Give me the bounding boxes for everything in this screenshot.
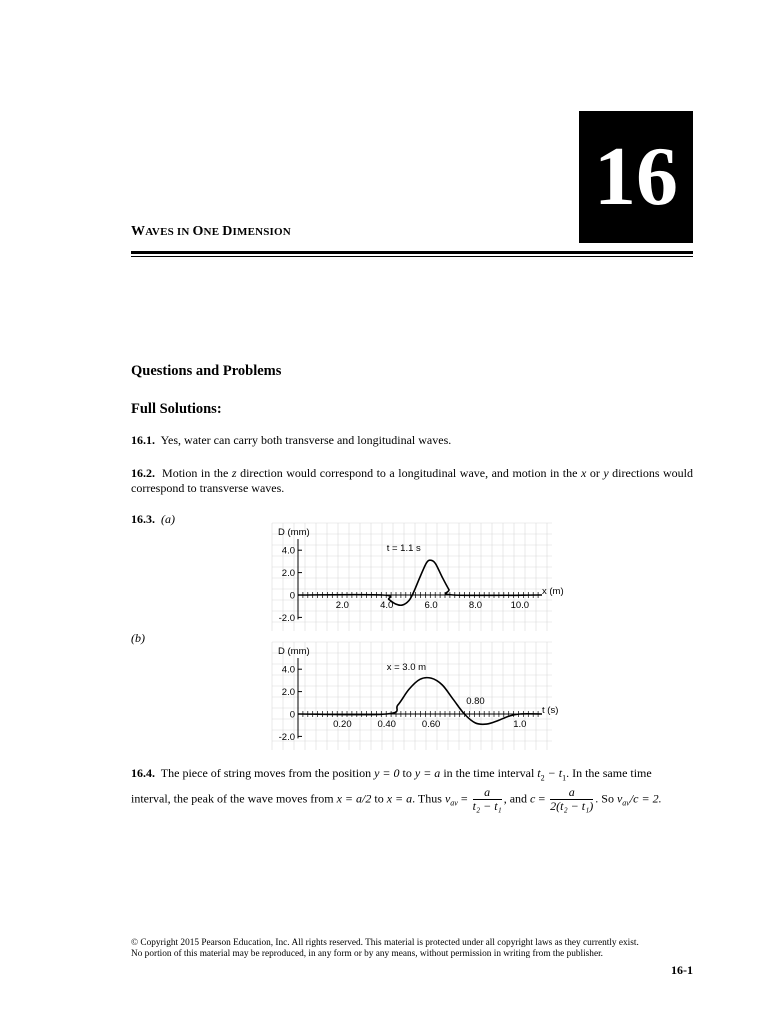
- y-tick-label: 4.0: [281, 545, 295, 557]
- x-axis-label: x (m): [542, 586, 564, 597]
- text-part: =: [457, 791, 471, 806]
- title-rule-thin: [131, 256, 693, 257]
- part-a-label: (a): [161, 512, 175, 526]
- y-tick-label: 2.0: [281, 568, 295, 580]
- plot-a: [272, 523, 564, 636]
- problem-16-3-label: [131, 512, 175, 527]
- y-axis-label: D (mm): [278, 527, 310, 538]
- x-tick-label: 10.0: [510, 600, 530, 611]
- y-tick-label: 2.0: [281, 687, 295, 699]
- subscript: 2: [540, 773, 545, 783]
- var-v: v: [616, 791, 623, 806]
- x-tick-label: 0.20: [333, 719, 352, 730]
- problem-16-1: [131, 433, 693, 448]
- fraction-vav: [473, 786, 502, 813]
- text-part: or: [586, 466, 604, 480]
- x-axis-label: t (s): [542, 705, 559, 716]
- grid: [272, 523, 552, 631]
- text-part: Motion in the: [162, 466, 232, 480]
- problem-text: Yes, water can carry both transverse and longitudinal waves.: [160, 433, 452, 447]
- problem-16-4-line-1: [131, 766, 693, 782]
- x-tick-label: 6.0: [424, 600, 438, 611]
- copyright-footer: [131, 938, 693, 960]
- text-part: =: [535, 791, 549, 806]
- problem-number: 16.1.: [131, 433, 155, 447]
- subscript: av: [450, 798, 458, 808]
- problem-number: 16.4.: [131, 766, 155, 780]
- x-tick-label: 0.40: [377, 719, 396, 730]
- subsection-heading: Full Solutions:: [131, 401, 222, 417]
- y-tick-label: -2.0: [278, 612, 295, 624]
- section-heading: Questions and Problems: [131, 363, 282, 379]
- chapter-title: WAVES IN ONE DIMENSION: [131, 224, 291, 239]
- text-part: . Thus: [412, 791, 445, 806]
- equation: − t: [544, 766, 563, 780]
- data-curve: [298, 678, 542, 725]
- y-tick-label: 4.0: [281, 664, 295, 676]
- title-rule-thick: [131, 251, 693, 254]
- chart-title: x = 3.0 m: [386, 662, 427, 673]
- x-tick-label: 0.60: [421, 719, 441, 730]
- var-y: y: [603, 466, 609, 480]
- grid: [272, 642, 552, 750]
- text-part: directions would correspond to transverse waves.: [131, 466, 694, 495]
- copyright-line-1: © Copyright 2015 Pearson Education, Inc. All rights reserved. This material is protected under all copyright laws as they currently exist.: [131, 938, 639, 948]
- text-part: . So: [595, 791, 617, 806]
- part-b-label: [131, 631, 145, 646]
- problem-16-4-line-2: [131, 786, 693, 813]
- numerator: a: [550, 786, 593, 800]
- y-tick-label: 0: [289, 590, 295, 602]
- y-tick-label: 0: [289, 709, 295, 721]
- text-part: in the time interval: [440, 766, 538, 780]
- equation: y = a: [414, 766, 441, 780]
- subscript: 1: [562, 773, 567, 783]
- y-tick-label: -2.0: [278, 731, 295, 743]
- plot-b: [272, 642, 559, 755]
- fraction-c: [550, 786, 593, 813]
- var-x: x: [580, 466, 587, 480]
- denominator: 2(t₂ − t₁): [550, 799, 594, 813]
- text-part: The piece of string moves from the position: [160, 766, 375, 780]
- chart-title: t = 1.1 s: [386, 543, 421, 554]
- x-tick-label: 4.0: [380, 600, 394, 611]
- text-part: , and: [503, 791, 531, 806]
- problem-16-2: [131, 466, 693, 496]
- text-part: to: [371, 791, 387, 806]
- page-number: 16-1: [671, 963, 693, 977]
- var-z: z: [231, 466, 237, 480]
- x-tick-label: 2.0: [335, 600, 349, 611]
- equation: /c = 2.: [629, 791, 662, 806]
- text-part: direction would correspond to a longitudinal wave, and motion in the: [236, 466, 581, 480]
- denominator: t₂ − t₁: [472, 799, 502, 813]
- copyright-line-2: No portion of this material may be reproduced, in any form or by any means, without permission in writing from the publisher.: [131, 949, 603, 959]
- equation: x = a: [386, 791, 413, 806]
- annotation-label: 0.80: [466, 696, 485, 707]
- x-tick-label: 8.0: [468, 600, 483, 611]
- equation: t: [537, 766, 541, 780]
- plot-a-svg: [272, 523, 564, 631]
- problem-number: 16.2.: [131, 466, 155, 480]
- x-tick-label: 1.0: [513, 719, 527, 730]
- chapter-number: 16: [579, 111, 693, 243]
- part-b-text: (b): [131, 631, 145, 645]
- numerator: a: [473, 786, 502, 800]
- problem-number: 16.3.: [131, 512, 155, 526]
- subscript: av: [622, 798, 630, 808]
- var-c: c: [530, 791, 536, 806]
- var-v: v: [444, 791, 451, 806]
- text-part: interval, the peak of the wave moves from: [131, 791, 337, 806]
- plot-b-svg: [272, 642, 559, 750]
- equation: y = 0: [374, 766, 400, 780]
- equation: x = a/2: [336, 791, 372, 806]
- text-part: to: [399, 766, 415, 780]
- text-part: . In the same time: [566, 766, 652, 780]
- y-axis-label: D (mm): [278, 646, 310, 657]
